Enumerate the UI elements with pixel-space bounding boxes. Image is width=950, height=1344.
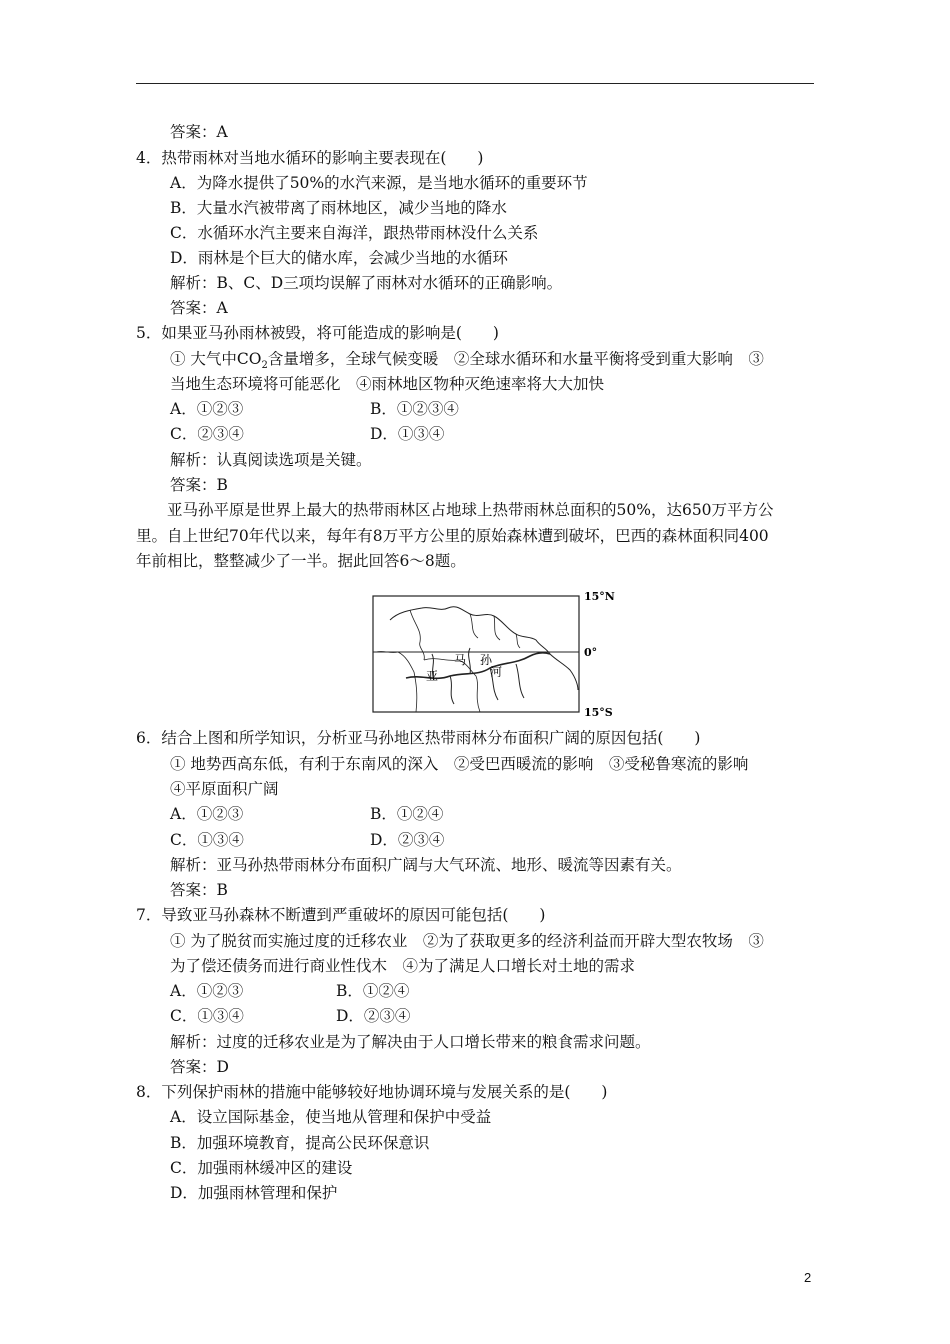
q7-choice-line-2: 为了偿还债务而进行商业性伐木 ④为了满足人口增长对土地的需求 [170, 957, 636, 975]
q4-option-a: A．为降水提供了50%的水汽来源，是当地水循环的重要环节 [170, 174, 588, 192]
q5-option-c: C．②③④ [170, 425, 244, 443]
latitude-15n: 15°N [584, 590, 615, 603]
q6-stem: 6．结合上图和所学知识，分析亚马孙地区热带雨林分布面积广阔的原因包括( ) [136, 729, 701, 747]
q8-option-a: A．设立国际基金，使当地从管理和保护中受益 [170, 1108, 492, 1126]
q4-answer: 答案：A [170, 299, 228, 317]
q4-stem: 4．热带雨林对当地水循环的影响主要表现在( ) [136, 149, 484, 167]
q7-answer: 答案：D [170, 1058, 229, 1076]
q4-option-d: D．雨林是个巨大的储水库，会减少当地的水循环 [170, 249, 508, 267]
q6-option-d: D．②③④ [370, 831, 445, 849]
q7-option-a: A．①②③ [170, 982, 244, 1000]
q7-option-b: B．①②④ [336, 982, 410, 1000]
passage-line-3: 年前相比，整整减少了一半。据此回答6～8题。 [136, 552, 466, 570]
map-label-sun: 孙 [480, 653, 493, 667]
header-rule [136, 83, 814, 84]
map-label-he: 河 [490, 665, 503, 679]
map-border [376, 651, 417, 712]
q7-analysis: 解析：过度的迁移农业是为了解决由于人口增长带来的粮食需求问题。 [170, 1033, 651, 1051]
q4-option-c: C．水循环水汽主要来自海洋，跟热带雨林没什么关系 [170, 224, 539, 242]
q5-choice-line-2: 当地生态环境将可能恶化 ④雨林地区物种灭绝速率将大大加快 [170, 375, 605, 393]
q7-option-c: C．①③④ [170, 1007, 244, 1025]
q8-option-c: C．加强雨林缓冲区的建设 [170, 1159, 353, 1177]
amazon-map [370, 590, 620, 720]
q7-option-d: D．②③④ [336, 1007, 411, 1025]
q6-option-a: A．①②③ [170, 805, 244, 823]
q4-option-b: B．大量水汽被带离了雨林地区，减少当地的降水 [170, 199, 507, 217]
q8-option-d: D．加强雨林管理和保护 [170, 1184, 338, 1202]
latitude-equator: 0° [584, 646, 598, 659]
q4-analysis: 解析：B、C、D三项均误解了雨林对水循环的正确影响。 [170, 274, 563, 292]
q5-option-a: A．①②③ [170, 400, 244, 418]
q7-choice-line-1: ① 为了脱贫而实施过度的迁移农业 ②为了获取更多的经济利益而开辟大型农牧场 ③ [170, 932, 764, 950]
map-border [470, 614, 520, 648]
page-number: 2 [804, 1270, 812, 1285]
latitude-15s: 15°S [584, 706, 613, 719]
q8-option-b: B．加强环境教育，提高公民环保意识 [170, 1134, 430, 1152]
q6-choice-line-1: ① 地势西高东低，有利于东南风的深入 ②受巴西暖流的影响 ③受秘鲁寒流的影响 [170, 755, 749, 773]
q6-answer: 答案：B [170, 881, 228, 899]
q6-option-c: C．①③④ [170, 831, 244, 849]
q5-choice-line-1: ① 大气中$CO_2$含量增多，全球气候变暖 ②全球水循环和水量平衡将受到重大影响 ③ [170, 350, 764, 372]
q7-stem: 7．导致亚马孙森林不断遭到严重破坏的原因可能包括( ) [136, 906, 546, 924]
map-coastline [550, 654, 578, 690]
map-coastline [390, 607, 550, 654]
q6-analysis: 解析：亚马孙热带雨林分布面积广阔与大气环流、地形、暖流等因素有关。 [170, 856, 682, 874]
map-label-ya: 亚 [426, 669, 439, 683]
q6-option-b: B．①②④ [370, 805, 444, 823]
q3-answer: 答案：A [170, 123, 228, 141]
q8-stem: 8．下列保护雨林的措施中能够较好地协调环境与发展关系的是( ) [136, 1083, 608, 1101]
passage-line-1: 亚马孙平原是世界上最大的热带雨林区占地球上热带雨林总面积的50%，达650万平方公 [136, 501, 774, 519]
passage-line-2: 里。自上世纪70年代以来，每年有8万平方公里的原始森林遭到破坏，巴西的森林面积同400 [136, 527, 769, 545]
q5-analysis: 解析：认真阅读选项是关键。 [170, 451, 372, 469]
q5-option-b: B．①②③④ [370, 400, 459, 418]
map-border [424, 659, 480, 712]
map-label-ma: 马 [454, 653, 467, 667]
q5-option-d: D．①③④ [370, 425, 445, 443]
q5-answer: 答案：B [170, 476, 228, 494]
q5-stem: 5．如果亚马孙雨林被毁，将可能造成的影响是( ) [136, 324, 499, 342]
amazon-tributary [432, 648, 524, 704]
q6-choice-line-2: ④平原面积广阔 [170, 780, 279, 798]
